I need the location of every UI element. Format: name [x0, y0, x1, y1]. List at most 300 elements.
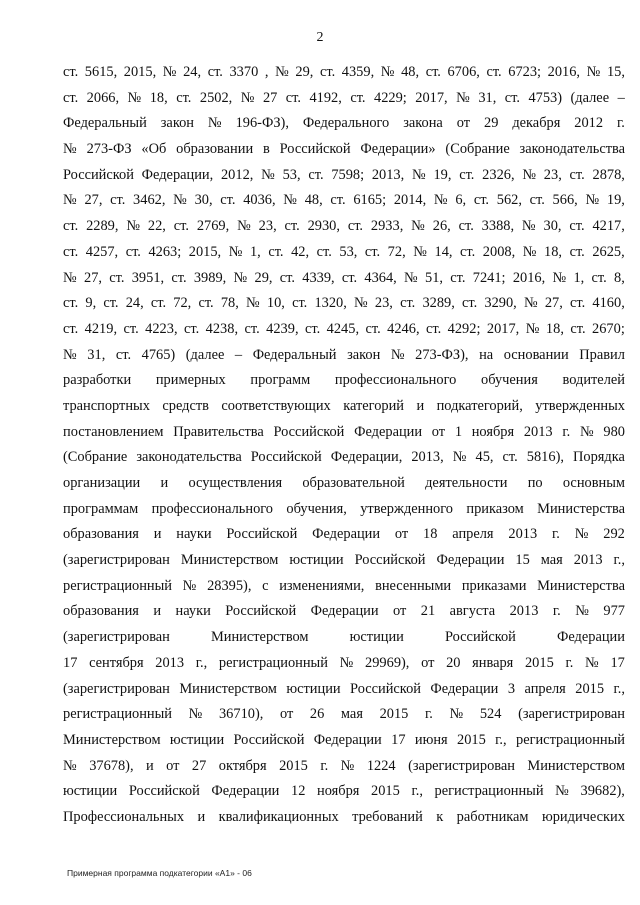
word: Федерации [354, 423, 423, 440]
word: 72, [173, 295, 192, 312]
word: соответствующих [221, 397, 331, 414]
word: 9, [85, 295, 97, 312]
word: 3289, [422, 295, 455, 312]
text-line [63, 86, 625, 112]
word: ст. [123, 320, 139, 337]
word: 23, [258, 218, 277, 235]
word: образования [63, 526, 139, 543]
word: ст. [244, 320, 260, 337]
word: 53, [339, 243, 358, 260]
word: № [433, 192, 448, 209]
text-line [63, 137, 625, 163]
word: 2015, [123, 64, 157, 80]
word: 51, [425, 269, 444, 286]
word: 21 [420, 603, 436, 620]
word: от [431, 423, 446, 440]
word: 28395), [207, 577, 252, 594]
word: основным [562, 475, 625, 491]
word: Министерством [210, 629, 309, 646]
word: ст. [184, 320, 200, 337]
word: Федерации [430, 680, 499, 697]
word: программ [250, 372, 311, 389]
word: 6723; [508, 64, 542, 80]
word: 27 [262, 89, 278, 106]
word: ст. [284, 218, 300, 235]
word: № [525, 320, 540, 337]
word: г., [195, 654, 208, 671]
text-line [63, 497, 625, 523]
word: 5615, [84, 64, 118, 80]
word: 27 [191, 757, 207, 774]
word: ст. [364, 243, 381, 260]
word: 4219, [84, 320, 118, 337]
word: апреля [524, 680, 566, 697]
word: 27, [544, 295, 563, 312]
word: 3462, [133, 192, 166, 209]
word: 2625, [592, 243, 625, 260]
word: 2930, [307, 218, 340, 235]
word: внесенными [375, 577, 452, 594]
word: 2008, [482, 243, 516, 260]
word: 2016, [512, 269, 546, 286]
word: – [617, 89, 625, 106]
word: № [283, 192, 298, 209]
text-line [63, 445, 625, 471]
word: 292 [603, 526, 625, 543]
word: № [340, 757, 355, 774]
text-line [63, 368, 625, 394]
word: 29, [254, 269, 273, 286]
text-line [63, 574, 625, 600]
word: 4245, [326, 320, 360, 337]
text-line [63, 60, 625, 86]
word: ст. [150, 295, 167, 312]
word: 2017, [415, 89, 448, 106]
word: № [126, 218, 141, 235]
word: Министерства [537, 500, 625, 517]
word: ст. [319, 64, 336, 80]
word: 2878, [592, 166, 625, 183]
word: 4359, [341, 64, 375, 80]
word: 42, [291, 243, 310, 260]
word: 78, [220, 295, 239, 312]
word: 72, [387, 243, 406, 260]
word: № [586, 64, 601, 80]
word: Федеральный [63, 115, 147, 132]
word: 2013, [371, 166, 405, 183]
word: и [160, 475, 169, 491]
word: работникам [456, 808, 529, 825]
word: № [245, 295, 260, 312]
word: 31, [87, 346, 106, 363]
word: (далее [185, 346, 225, 363]
word: 10, [266, 295, 285, 312]
word: г., [613, 552, 625, 569]
word: Министерства [537, 577, 625, 594]
word: 2015, [188, 243, 222, 260]
word: Российской [63, 166, 134, 183]
word: 7241; [472, 269, 506, 286]
word: Российской [273, 423, 345, 440]
word: октября [218, 757, 267, 774]
word: ст. [198, 295, 214, 312]
word: 17 [610, 654, 625, 671]
word: 27, [84, 269, 102, 286]
word: юридических [541, 808, 625, 825]
word: № [380, 64, 395, 80]
word: 2014, [393, 192, 427, 209]
word: № [233, 269, 248, 286]
word: 26 [309, 706, 325, 723]
word: приказом [466, 500, 524, 517]
word: ст. [330, 192, 346, 209]
word: ст. [173, 218, 189, 235]
text-line [63, 651, 625, 677]
word: № [404, 269, 418, 286]
word: требований [352, 808, 423, 825]
word: 3290, [484, 295, 517, 312]
word: Российской [354, 552, 426, 569]
word: средств [162, 397, 209, 414]
word: ст. [103, 295, 119, 312]
word: Федерации [436, 552, 505, 569]
word: Министерством [180, 552, 279, 569]
word: (Собрание [445, 141, 510, 158]
word: ст. [171, 269, 187, 286]
word: 3989, [193, 269, 227, 286]
word: 2326, [482, 166, 515, 183]
word: № [574, 526, 589, 543]
word: юстиции [289, 552, 344, 569]
word: 48, [304, 192, 323, 209]
word: № [261, 166, 275, 183]
word: № [63, 192, 77, 209]
word: образовательной [302, 475, 405, 491]
word: и [416, 397, 425, 414]
text-line [63, 702, 625, 728]
word: 20 [446, 654, 461, 671]
word: 2013 [509, 603, 539, 620]
word: Федеральный [252, 346, 337, 363]
word: 2013 [523, 423, 553, 440]
word: Федерации [312, 526, 381, 543]
word: 4765) [141, 346, 176, 363]
text-line [63, 728, 625, 754]
word: 6165; [353, 192, 387, 209]
word: № [449, 706, 464, 723]
word: науки [175, 603, 211, 620]
word: ст. [569, 166, 585, 183]
word: 2015 [524, 654, 554, 671]
word: 37678), [89, 757, 134, 774]
word: г. [551, 526, 560, 543]
word: и [153, 603, 162, 620]
word: г. [552, 603, 561, 620]
word: № [182, 577, 197, 594]
text-line [63, 522, 625, 548]
word: № [275, 64, 289, 80]
text-line [63, 188, 625, 214]
word: по [527, 475, 543, 491]
word: № [552, 269, 567, 286]
word: Министерством [63, 731, 161, 748]
word: (зарегистрирован [518, 706, 625, 723]
word: ст. [504, 89, 520, 106]
word: юстиции [63, 783, 118, 800]
word: 5816), [526, 449, 564, 466]
word: Профессиональных [63, 808, 185, 825]
word: ст. [63, 243, 79, 260]
word: 53, [282, 166, 301, 183]
word: водителей [562, 372, 625, 389]
text-line [63, 214, 625, 240]
word: к [436, 808, 444, 825]
word: регистрационный [516, 731, 625, 748]
word: № [413, 243, 427, 260]
word: ст. [450, 269, 466, 286]
text-line [63, 343, 625, 369]
word: 980 [603, 423, 625, 440]
text-line [63, 779, 625, 805]
word: (зарегистрирован [63, 552, 170, 569]
word: 30, [543, 218, 562, 235]
word: утвержденных [535, 397, 625, 414]
word: № [579, 423, 594, 440]
page-number: 2 [316, 30, 324, 45]
word: Правил [579, 346, 625, 363]
word: законодательства [519, 141, 625, 158]
word: ст. [350, 89, 366, 106]
word: приказами [461, 577, 527, 594]
word: ст. [316, 243, 332, 260]
word: 15, [606, 64, 625, 80]
word: 4263; [148, 243, 182, 260]
word: № [575, 603, 589, 620]
word: 2012 [574, 115, 604, 132]
word: июня [414, 731, 448, 748]
text-line [63, 599, 625, 625]
word: профессионального [334, 372, 457, 389]
word: 17 [391, 731, 406, 748]
word: от [393, 603, 407, 620]
word: № [354, 295, 368, 312]
word: № [585, 654, 599, 671]
word: ст. [285, 89, 301, 106]
word: № [456, 89, 470, 106]
word: 1 [454, 423, 463, 440]
word: подкатегорий, [436, 397, 523, 414]
word: юстиции [286, 680, 341, 697]
word: 26, [432, 218, 451, 235]
word: ст. [292, 295, 308, 312]
word: обучения, [286, 500, 347, 517]
word: г. [320, 757, 329, 774]
word: ноября [317, 783, 360, 800]
word: ст. [347, 218, 364, 235]
word: ст. [109, 269, 125, 286]
body-text [63, 60, 625, 831]
word: постановлением [63, 423, 164, 440]
word: 4364, [364, 269, 397, 286]
word: 23, [374, 295, 393, 312]
word: ст. [400, 295, 416, 312]
word: утвержденного [360, 500, 453, 517]
word: ст. [570, 295, 586, 312]
word: (Собрание [63, 449, 128, 466]
word: 2013 [155, 654, 185, 671]
word: ст. [365, 320, 381, 337]
word: № [522, 243, 537, 260]
word: обучения [481, 372, 538, 389]
word: № [411, 218, 425, 235]
word: 4223, [145, 320, 178, 337]
word: № [522, 166, 537, 183]
word: Министерством [527, 757, 625, 774]
word: 6706, [447, 64, 480, 80]
word: , [264, 64, 269, 80]
word: (зарегистрирован [408, 757, 515, 774]
word: г. [562, 423, 571, 440]
word: 2015 [371, 783, 400, 800]
word: основании [503, 346, 569, 363]
word: ст. [268, 243, 284, 260]
word: Федерации» [360, 141, 436, 158]
word: ст. [115, 346, 132, 363]
word: регистрационный [63, 577, 172, 594]
word: Порядка [572, 449, 625, 466]
word: № [452, 449, 467, 466]
word: декабря [512, 115, 561, 132]
word: и [153, 526, 162, 543]
word: 2502, [199, 89, 233, 106]
text-line [63, 677, 625, 703]
word: 30, [194, 192, 213, 209]
word: ст. [63, 295, 79, 312]
word: 4217, [592, 218, 625, 235]
text-line [63, 625, 625, 651]
word: 24, [183, 64, 202, 80]
word: 1224 [366, 757, 396, 774]
word: – [234, 346, 243, 363]
word: 2933, [370, 218, 404, 235]
word: 29 [484, 115, 499, 132]
word: 3 [507, 680, 516, 697]
word: категорий [343, 397, 404, 414]
word: № [390, 346, 405, 363]
word: от [279, 706, 294, 723]
word: 18 [423, 526, 438, 543]
word: с [262, 577, 269, 594]
word: № [127, 89, 142, 106]
word: 18, [544, 243, 563, 260]
word: мая [540, 552, 563, 569]
word: Российской [225, 603, 297, 620]
word: 24, [125, 295, 144, 312]
word: «Об [141, 141, 167, 158]
word: г., [411, 783, 423, 800]
word: г. [617, 115, 625, 132]
word: 31, [478, 89, 497, 106]
word: ст. [305, 320, 321, 337]
word: № [521, 218, 536, 235]
text-line [63, 548, 625, 574]
word: г. [424, 706, 433, 723]
word: Федерации [211, 783, 280, 800]
word: 19, [433, 166, 452, 183]
word: января [472, 654, 514, 671]
word: № [555, 783, 569, 800]
word: от [456, 115, 471, 132]
word: ст. [63, 218, 79, 235]
word: № [63, 269, 77, 286]
word: 22, [147, 218, 166, 235]
text-line [63, 317, 625, 343]
word: 2289, [86, 218, 119, 235]
word: 48, [401, 64, 420, 80]
word: Федерации [310, 603, 379, 620]
word: Федерации, [330, 449, 403, 466]
word: 4238, [205, 320, 239, 337]
word: ст. [426, 320, 442, 337]
word: 17 [63, 654, 78, 671]
word: ст. [529, 192, 545, 209]
footer-note: Примерная программа подкатегории «A1» - 06 [67, 868, 252, 878]
word: ст. [63, 64, 79, 80]
word: 273-ФЗ [86, 141, 132, 158]
word: 2012, [220, 166, 254, 183]
word: ст. [460, 243, 476, 260]
word: осуществления [188, 475, 283, 491]
word: № [228, 243, 243, 260]
word: закон [347, 346, 381, 363]
word: мая [340, 706, 363, 723]
word: закона [403, 115, 443, 132]
word: ст. [308, 166, 324, 183]
word: апреля [452, 526, 494, 543]
word: 29, [295, 64, 314, 80]
word: № [523, 295, 538, 312]
word: 4192, [309, 89, 342, 106]
word: закон [160, 115, 194, 132]
word: 1, [249, 243, 261, 260]
word: разработки [63, 372, 132, 389]
word: (зарегистрирован [63, 629, 170, 646]
word: программам [63, 500, 139, 517]
word: 4239, [266, 320, 299, 337]
word: транспортных [63, 397, 150, 414]
word: регистрационный [63, 706, 172, 723]
word: ст. [279, 269, 295, 286]
word: 19, [606, 192, 625, 209]
text-line [63, 266, 625, 292]
word: ст. [569, 243, 585, 260]
word: от [166, 757, 180, 774]
word: и [197, 808, 206, 825]
word: № [240, 89, 255, 106]
word: от [394, 526, 409, 543]
word: 18, [149, 89, 168, 106]
word: 4229; [374, 89, 407, 106]
word: ст. [425, 64, 441, 80]
word: (далее [570, 89, 610, 106]
word: ст. [458, 218, 474, 235]
word: и [146, 757, 154, 774]
word: № [207, 115, 222, 132]
word: № [188, 706, 203, 723]
word: 2017, [486, 320, 520, 337]
word: образовании [176, 141, 254, 158]
word: Федерации, [141, 166, 214, 183]
